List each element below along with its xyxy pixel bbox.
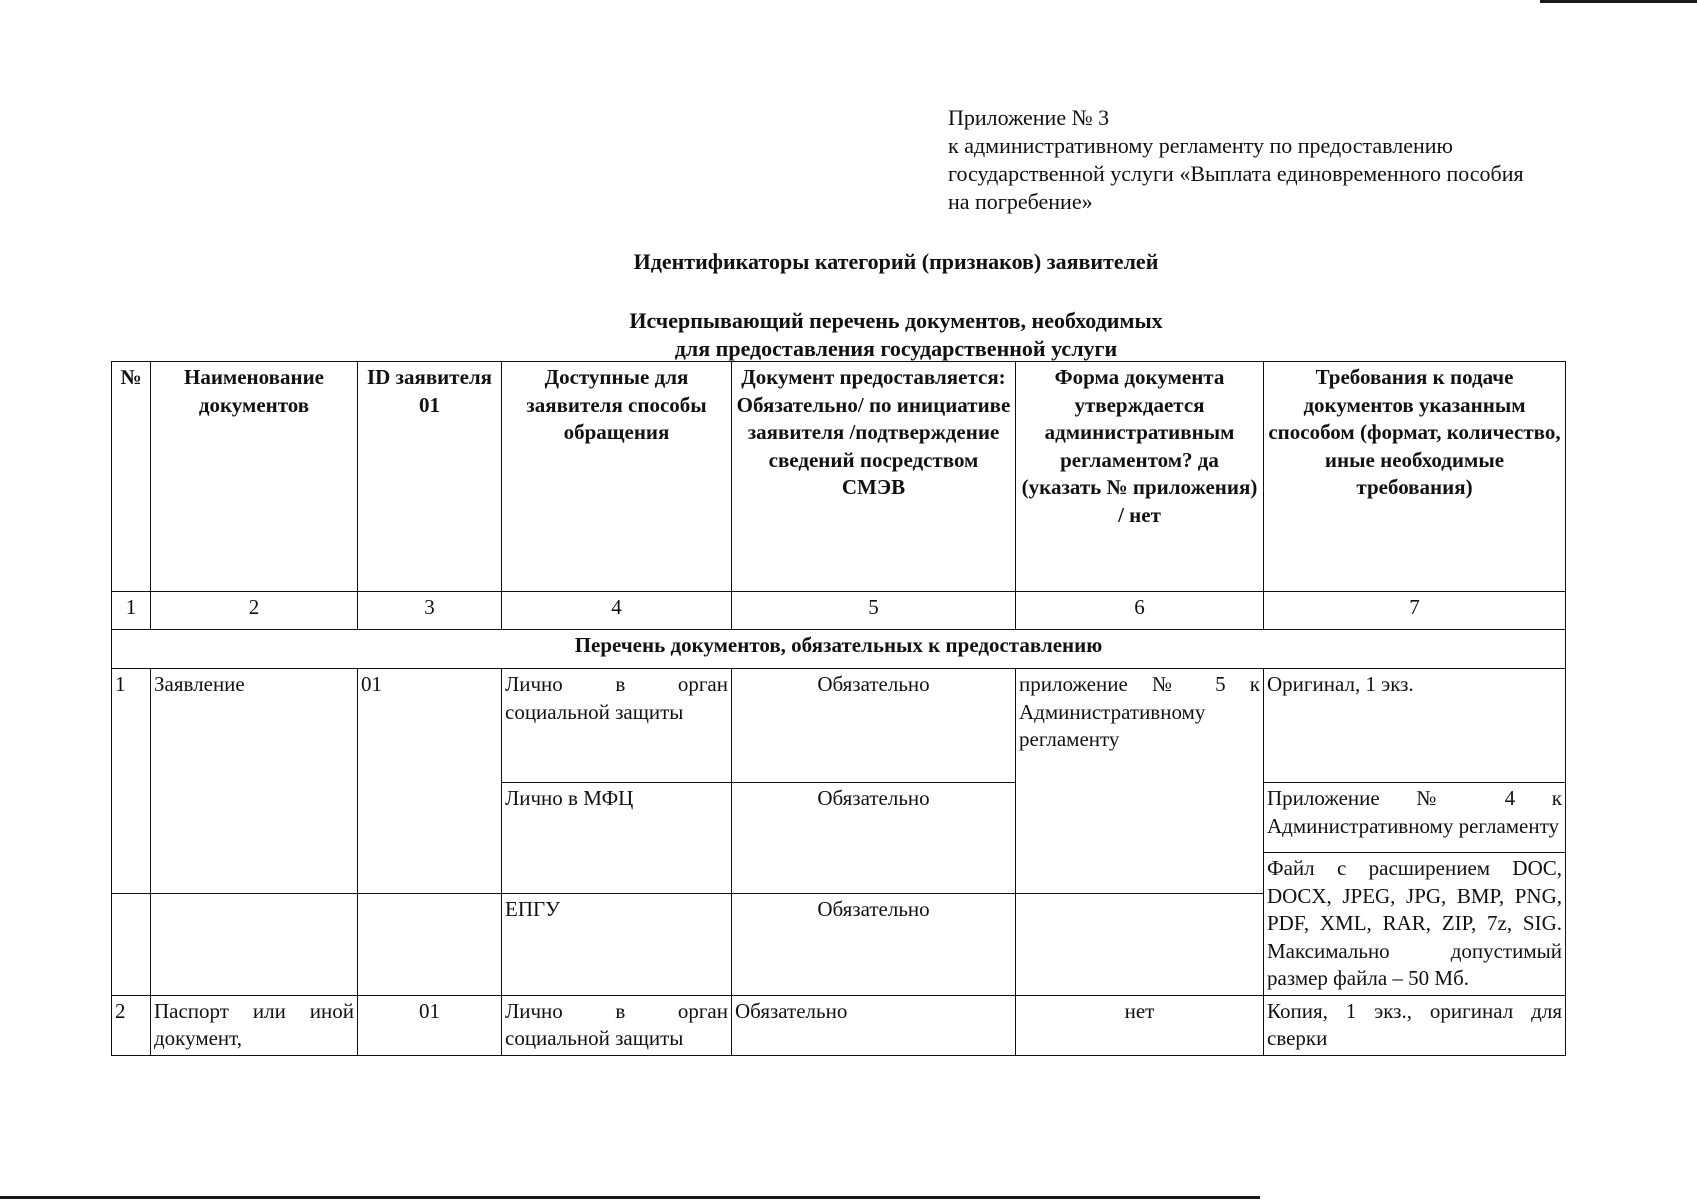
column-number-6: 6 <box>1016 592 1264 630</box>
row-1-number: 1 <box>112 669 151 894</box>
row-1-form-cont <box>1016 894 1264 995</box>
row-1-name-cont <box>151 894 358 995</box>
row-2-applicant-id: 01 <box>358 995 502 1055</box>
header-document-name: Наименование документов <box>151 362 358 592</box>
header-document-provided: Документ предоставляется: Обязательно/ по инициативе заявителя /подтверждение сведений посредством СМЭВ <box>732 362 1016 592</box>
appendix-line-4: на погребение» <box>948 189 1093 214</box>
row-1-id-cont <box>358 894 502 995</box>
section-row <box>112 630 1566 669</box>
row-2-required: Обязательно <box>732 995 1016 1055</box>
column-numbers-row <box>112 592 1566 630</box>
row-2-document-form: нет <box>1016 995 1264 1055</box>
column-number-7: 7 <box>1264 592 1566 630</box>
column-number-4: 4 <box>502 592 732 630</box>
table-caption <box>0 307 1697 363</box>
row-1-document-name: Заявление <box>151 669 358 894</box>
row-1-requirement-2: Приложение № 4 к Административному регламенту <box>1264 783 1566 853</box>
row-1-method-2: Лично в МФЦ <box>502 783 732 894</box>
header-document-form: Форма документа утверждается административным регламентом? да (указать № приложения) / нет <box>1016 362 1264 592</box>
header-submission-methods: Доступные для заявителя способы обращения <box>502 362 732 592</box>
section-title: Перечень документов, обязательных к предоставлению <box>112 630 1566 669</box>
appendix-line-3: государственной услуги «Выплата единовременного пособия <box>948 161 1524 186</box>
table-row-2 <box>112 995 1566 1055</box>
table-header-row <box>112 362 1566 592</box>
column-number-1: 1 <box>112 592 151 630</box>
row-1-requirement-3: Файл с расширением DOC, DOCX, JPEG, JPG, BMP, PNG, PDF, XML, RAR, ZIP, 7z, SIG. Максимально допустимый размер файла – 50 Мб. <box>1264 853 1566 996</box>
header-number: № <box>112 362 151 592</box>
table-row-1a <box>112 669 1566 783</box>
header-applicant-id: ID заявителя 01 <box>358 362 502 592</box>
document-title: Идентификаторы категорий (признаков) заявителей <box>633 249 1159 274</box>
table-caption-line-1: Исчерпывающий перечень документов, необходимых <box>629 308 1163 333</box>
row-1-document-form: приложение № 5 к Административному регламенту <box>1016 669 1264 894</box>
appendix-line-1: Приложение № 3 <box>948 105 1110 130</box>
table-caption-line-2: для предоставления государственной услуги <box>674 336 1118 361</box>
scan-border-bottom <box>0 1196 1260 1199</box>
row-2-document-name: Паспорт или иной документ, <box>151 995 358 1055</box>
documents-table <box>111 361 1566 1056</box>
column-number-5: 5 <box>732 592 1016 630</box>
row-1-required-1: Обязательно <box>732 669 1016 783</box>
appendix-line-2: к административному регламенту по предоставлению <box>948 133 1453 158</box>
row-1-requirement-1: Оригинал, 1 экз. <box>1264 669 1566 783</box>
row-2-number: 2 <box>112 995 151 1055</box>
row-1-applicant-id: 01 <box>358 669 502 894</box>
row-1-number-cont <box>112 894 151 995</box>
appendix-header <box>948 104 1524 216</box>
row-1-required-3: Обязательно <box>732 894 1016 995</box>
scan-border-top-right <box>1540 0 1697 3</box>
column-number-3: 3 <box>358 592 502 630</box>
header-submission-requirements: Требования к подаче документов указанным способом (формат, количество, иные необходимые требования) <box>1264 362 1566 592</box>
column-number-2: 2 <box>151 592 358 630</box>
row-1-method-3: ЕПГУ <box>502 894 732 995</box>
row-1-method-1: Лично в орган социальной защиты <box>502 669 732 783</box>
row-2-method: Лично в орган социальной защиты <box>502 995 732 1055</box>
row-2-requirements: Копия, 1 экз., оригинал для сверки <box>1264 995 1566 1055</box>
row-1-required-2: Обязательно <box>732 783 1016 894</box>
